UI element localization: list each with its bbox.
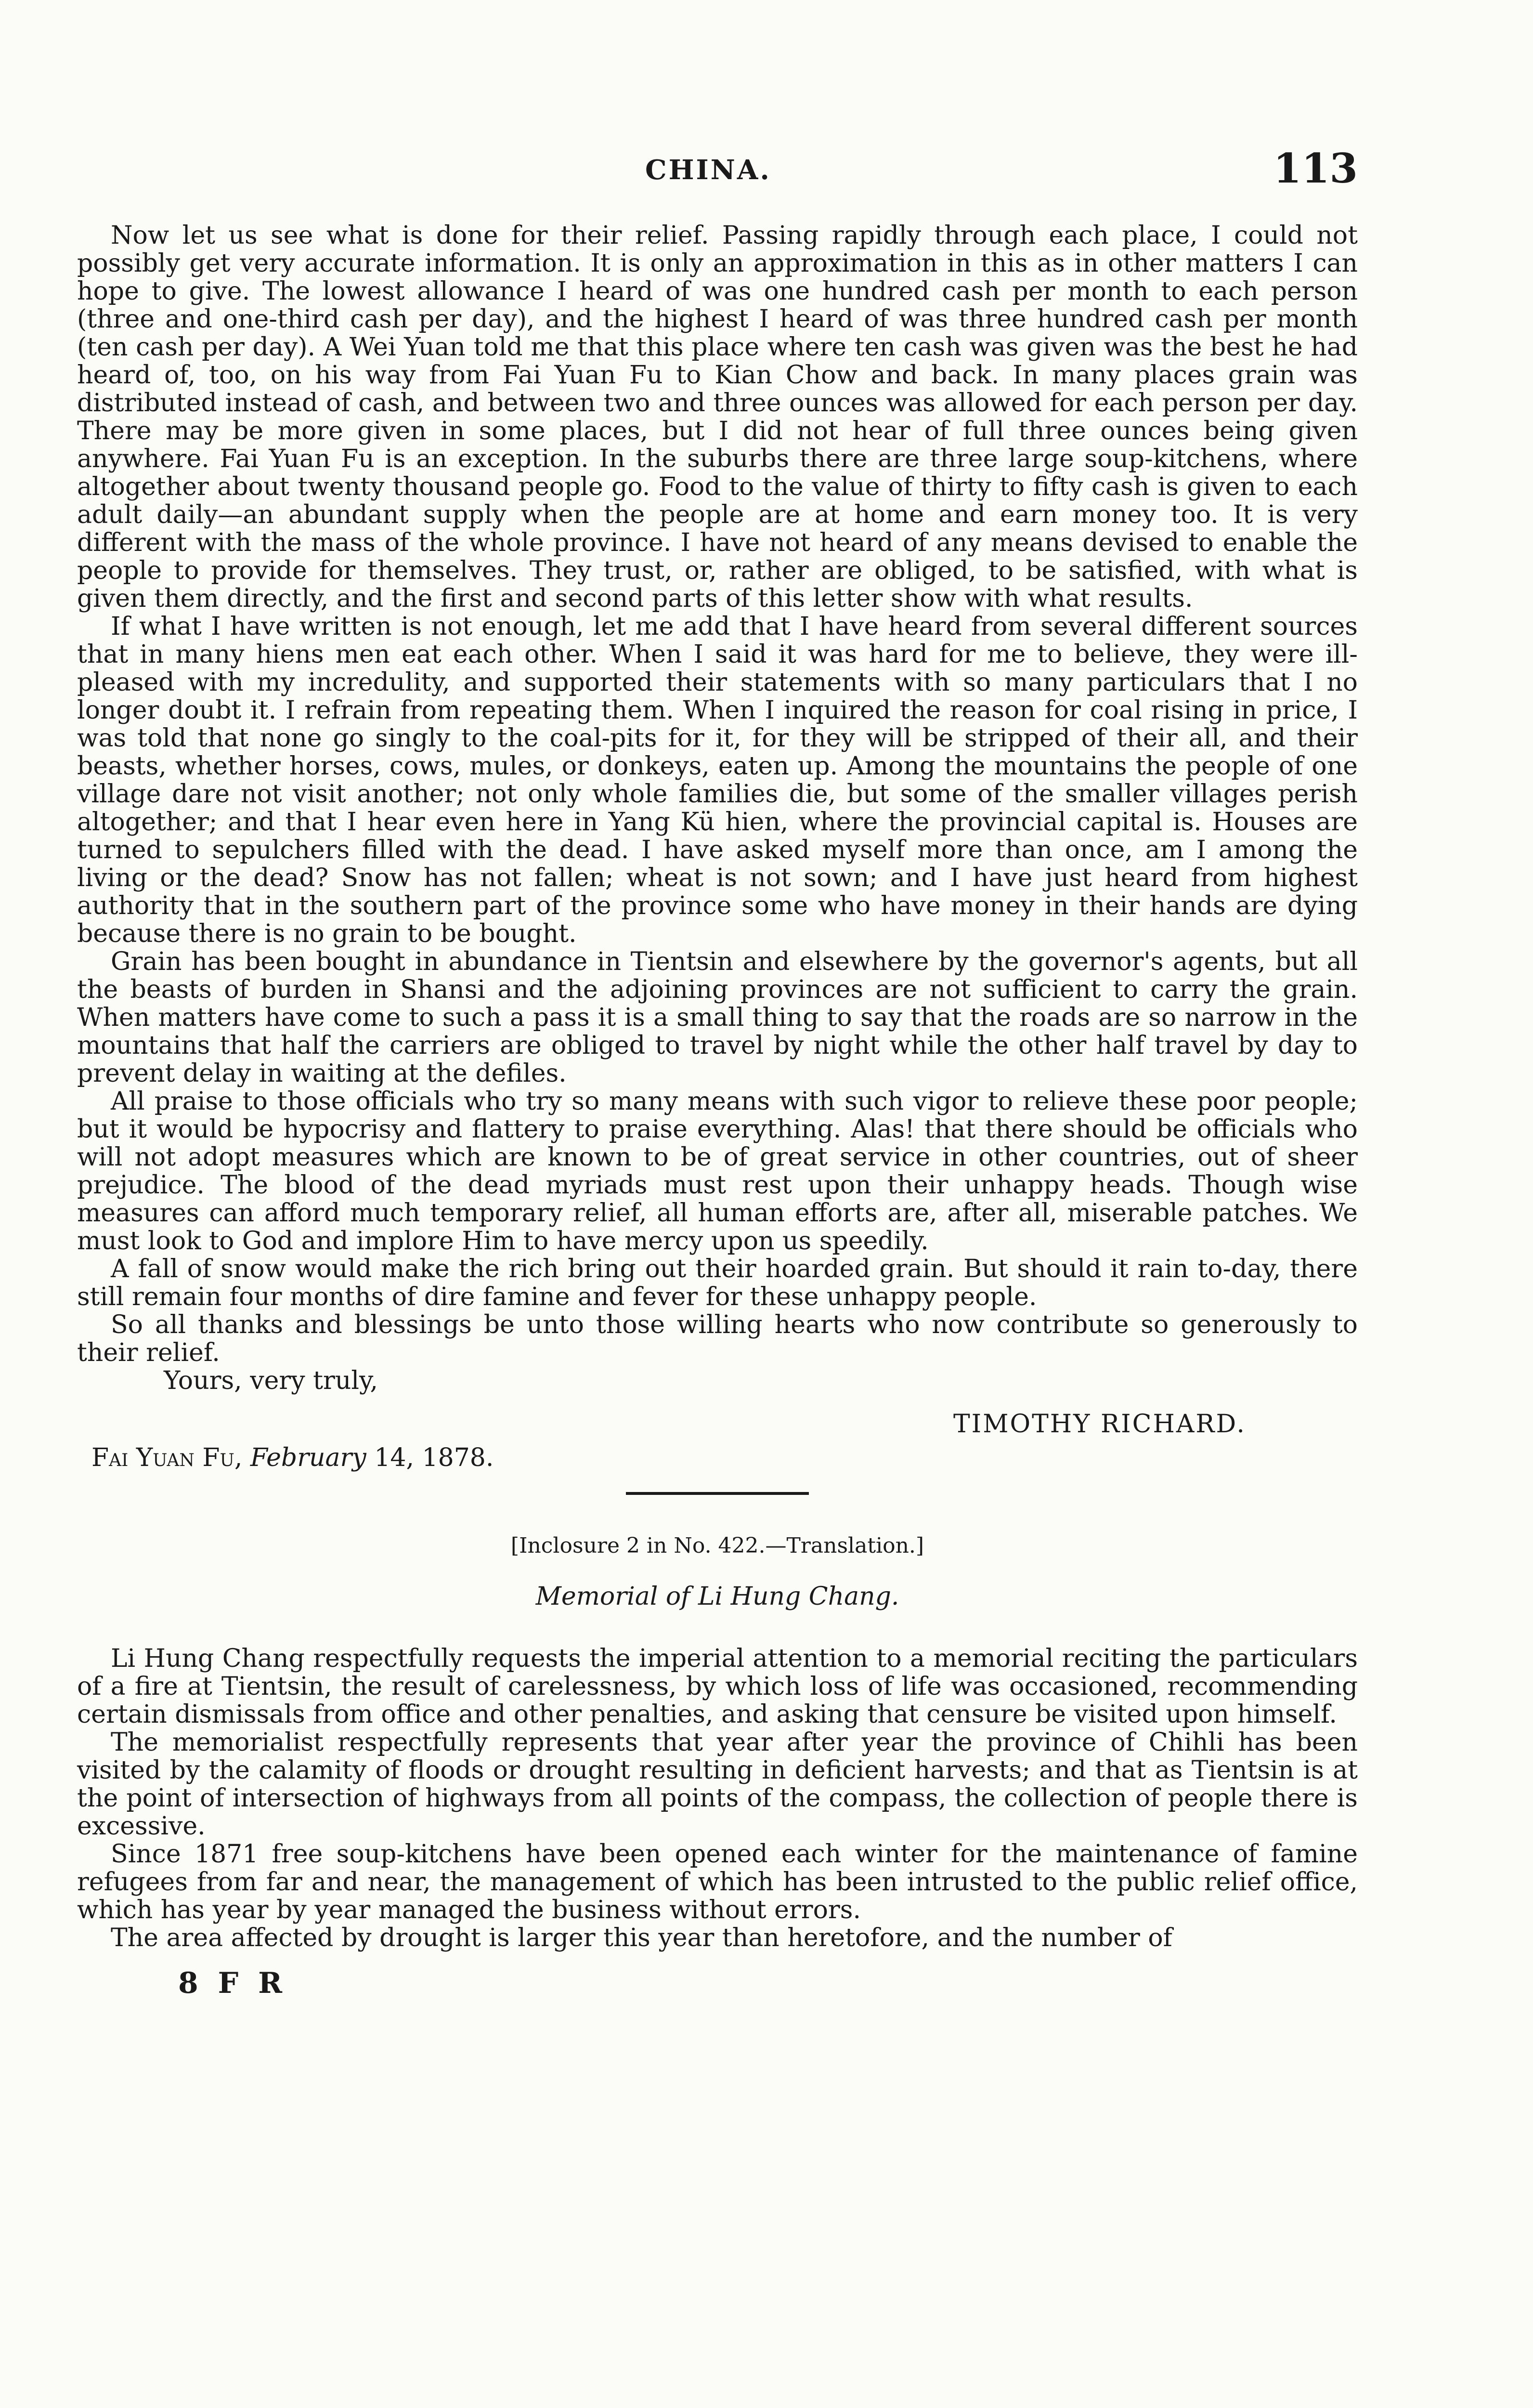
running-header bbox=[77, 144, 1358, 202]
dateline-date: February bbox=[250, 1443, 366, 1472]
letter-body bbox=[77, 222, 1358, 1367]
dateline-rest: 14, 1878. bbox=[374, 1443, 494, 1472]
page-number: 113 bbox=[1273, 144, 1358, 192]
inclosure-note: [Inclosure 2 in No. 422.—Translation.] bbox=[510, 1533, 924, 1558]
memorial-title: Memorial of Li Hung Chang. bbox=[535, 1582, 899, 1611]
header-title: CHINA. bbox=[645, 154, 771, 186]
dateline bbox=[91, 1444, 494, 1472]
letter-paragraph: So all thanks and blessings be unto those willing hearts who now contribute so generously to their relief. bbox=[77, 1310, 1358, 1367]
letter-signoff bbox=[77, 1367, 1358, 1478]
memorial-paragraph: The area affected by drought is larger this year than heretofore, and the number of bbox=[111, 1924, 1172, 1952]
section-divider bbox=[626, 1492, 809, 1495]
letter-paragraph: If what I have written is not enough, let me add that I have heard from several different sources that in many hiens men eat each other. When I said it was hard for me to believe, they were ill-pleased with my incredulity, and supported their statements with so many particulars that I no longer doubt it. I refrain from repeating them. When I inquired the reason for coal rising in price, I was told that none go singly to the coal-pits for it, for they will be stripped of their all, and their beasts, whether horses, cows, mules, or donkeys, eaten up. Among the mountains the people of one village dare not visit another; not only whole families die, but some of the smaller villages perish altogether; and that I hear even here in Yang Kü hien, where the provincial capital is. Houses are turned to sepulchers filled with the dead. I have asked myself more than once, am I among the living or the dead? Snow has not fallen; wheat is not sown; and I have just heard from highest authority that in the southern part of the province some who have money in their hands are dying because there is no grain to be bought. bbox=[77, 612, 1358, 948]
printer-signature-mark: 8 F R bbox=[178, 1966, 287, 2000]
memorial-paragraph: Since 1871 free soup-kitchens have been opened each winter for the maintenance of famine refugees from far and near, the management of which has been intrusted to the public relief office, which has year by year managed the business without errors. bbox=[77, 1840, 1358, 1924]
letter-paragraph: Now let us see what is done for their relief. Passing rapidly through each place, I could not possibly get very accurate information. It is only an approximation in this as in other matters I can hope to give. The lowest allowance I heard of was one hundred cash per month to each person (three and one-third cash per day), and the highest I heard of was three hundred cash per month (ten cash per day). A Wei Yuan told me that this place where ten cash was given was the best he had heard of, too, on his way from Fai Yuan Fu to Kian Chow and back. In many places grain was distributed instead of cash, and between two and three ounces was allowed for each person per day. There may be more given in some places, but I did not hear of full three ounces being given anywhere. Fai Yuan Fu is an exception. In the suburbs there are three large soup-kitchens, where altogether about twenty thousand people go. Food to the value of thirty to fifty cash is given to each adult daily—an abundant supply when the people are at home and earn money too. It is very different with the mass of the whole province. I have not heard of any means devised to enable the people to provide for themselves. They trust, or, rather are obliged, to be satisfied, with what is given them directly, and the first and second parts of this letter show with what results. bbox=[77, 221, 1358, 613]
closing-line: Yours, very truly, bbox=[164, 1366, 378, 1395]
letter-paragraph: A fall of snow would make the rich bring out their hoarded grain. But should it rain to-day, there still remain four months of dire famine and fever for these unhappy people. bbox=[77, 1255, 1358, 1311]
memorial-paragraph: Li Hung Chang respectfully requests the imperial attention to a memorial reciting the particulars of a fire at Tientsin, the result of carelessness, by which loss of life was occasioned, recommending certain dismissals from office and other penalties, and asking that censure be visited upon himself. bbox=[77, 1644, 1358, 1729]
memorial-body bbox=[77, 1645, 1358, 1952]
letter-paragraph: Grain has been bought in abundance in Tientsin and elsewhere by the governor's agents, but all the beasts of burden in Shansi and the adjoining provinces are not sufficient to carry the grain. When matters have come to such a pass it is a small thing to say that the roads are so narrow in the mountains that half the carriers are obliged to travel by night while the other half travel by day to prevent delay in waiting at the defiles. bbox=[77, 947, 1358, 1088]
memorial-paragraph: The memorialist respectfully represents that year after year the province of Chihli has been visited by the calamity of floods or drought resulting in deficient harvests; and that as Tientsin is at the point of intersection of highways from all points of the compass, the collection of people there is excessive. bbox=[77, 1728, 1358, 1841]
document-page bbox=[77, 144, 1358, 2408]
letter-paragraph: All praise to those officials who try so many means with such vigor to relieve these poor people; but it would be hypocrisy and flattery to praise everything. Alas! that there should be officials who will not adopt measures which are known to be of great service in other countries, out of sheer prejudice. The blood of the dead myriads must rest upon their unhappy heads. Though wise measures can afford much temporary relief, all human efforts are, after all, miserable patches. We must look to God and implore Him to have mercy upon us speedily. bbox=[77, 1087, 1358, 1256]
signature: TIMOTHY RICHARD. bbox=[953, 1410, 1246, 1439]
dateline-place: Fai Yuan Fu, bbox=[91, 1443, 243, 1472]
